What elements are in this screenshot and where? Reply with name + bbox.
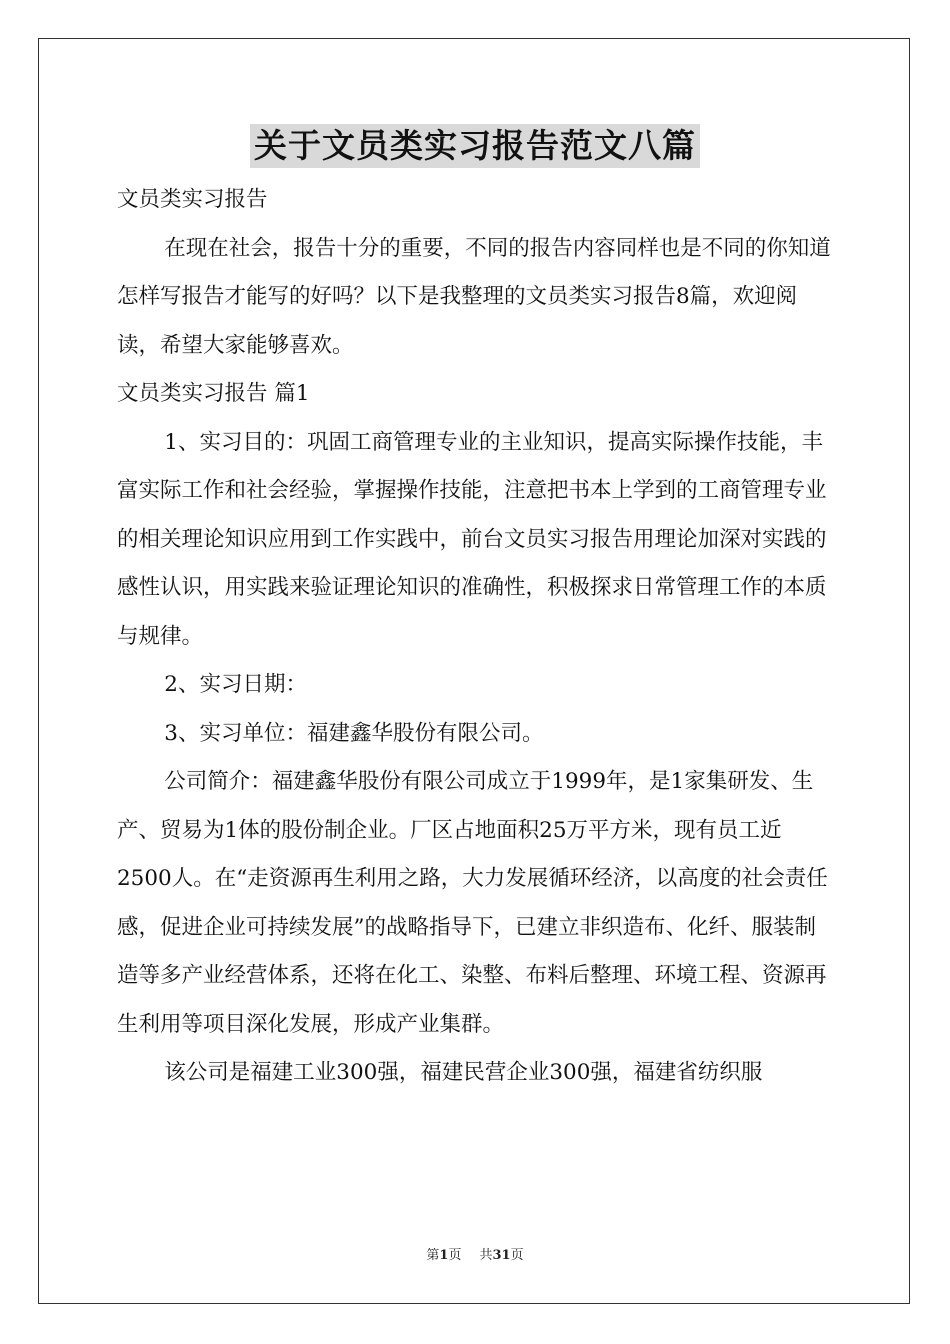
paragraph-company-rank: 该公司是福建工业300强，福建民营企业300强，福建省纺织服 (164, 1060, 763, 1085)
paragraph-unit: 3、实习单位：福建鑫华股份有限公司。 (164, 720, 544, 746)
footer-page-prefix: 第 (426, 1248, 440, 1263)
footer-page-mid: 页 (448, 1248, 462, 1263)
paragraph-purpose: 1、实习目的：巩固工商管理专业的主业知识，提高实际操作技能，丰富实际工作和社会经验，掌握操作技能，注意把书本上学到的工商管理专业的相关理论知识应用到工作实践中，前台文员实习报告用理论加深对实践的感性认识，用实践来验证理论知识的准确性，积极探求日常管理工作的本质与规律。 (117, 429, 827, 649)
paragraph-intro: 在现在社会，报告十分的重要，不同的报告内容同样也是不同的你知道怎样写报告才能写的好吗？以下是我整理的文员类实习报告8篇，欢迎阅读，希望大家能够喜欢。 (117, 235, 831, 358)
section-heading: 文员类实习报告 (117, 187, 268, 212)
section-heading: 文员类实习报告 篇1 (117, 381, 310, 406)
paragraph-company-intro: 公司简介：福建鑫华股份有限公司成立于1999年，是1家集研发、生产、贸易为1体的股份制企业。厂区占地面积25万平方米，现有员工近2500人。在“走资源再生利用之路，大力发展循环经济，以高度的社会责任感，促进企业可持续发展”的战略指导下，已建立非织造布、化纤、服装制造等多产业经营体系，还将在化工、染整、布料后整理、环境工程、资源再生利用等项目深化发展，形成产业集群。 (117, 769, 828, 1037)
footer-page-total: 31 (492, 1248, 511, 1263)
document-body (117, 176, 833, 1098)
title-container (0, 124, 950, 168)
paragraph-date: 2、实习日期： (164, 672, 307, 697)
footer-total-suffix: 页 (510, 1248, 524, 1263)
document-title: 关于文员类实习报告范文八篇 (250, 124, 700, 168)
footer-total-prefix: 共 (479, 1248, 493, 1263)
footer-page-current: 1 (439, 1248, 449, 1263)
page-footer (0, 1244, 950, 1263)
